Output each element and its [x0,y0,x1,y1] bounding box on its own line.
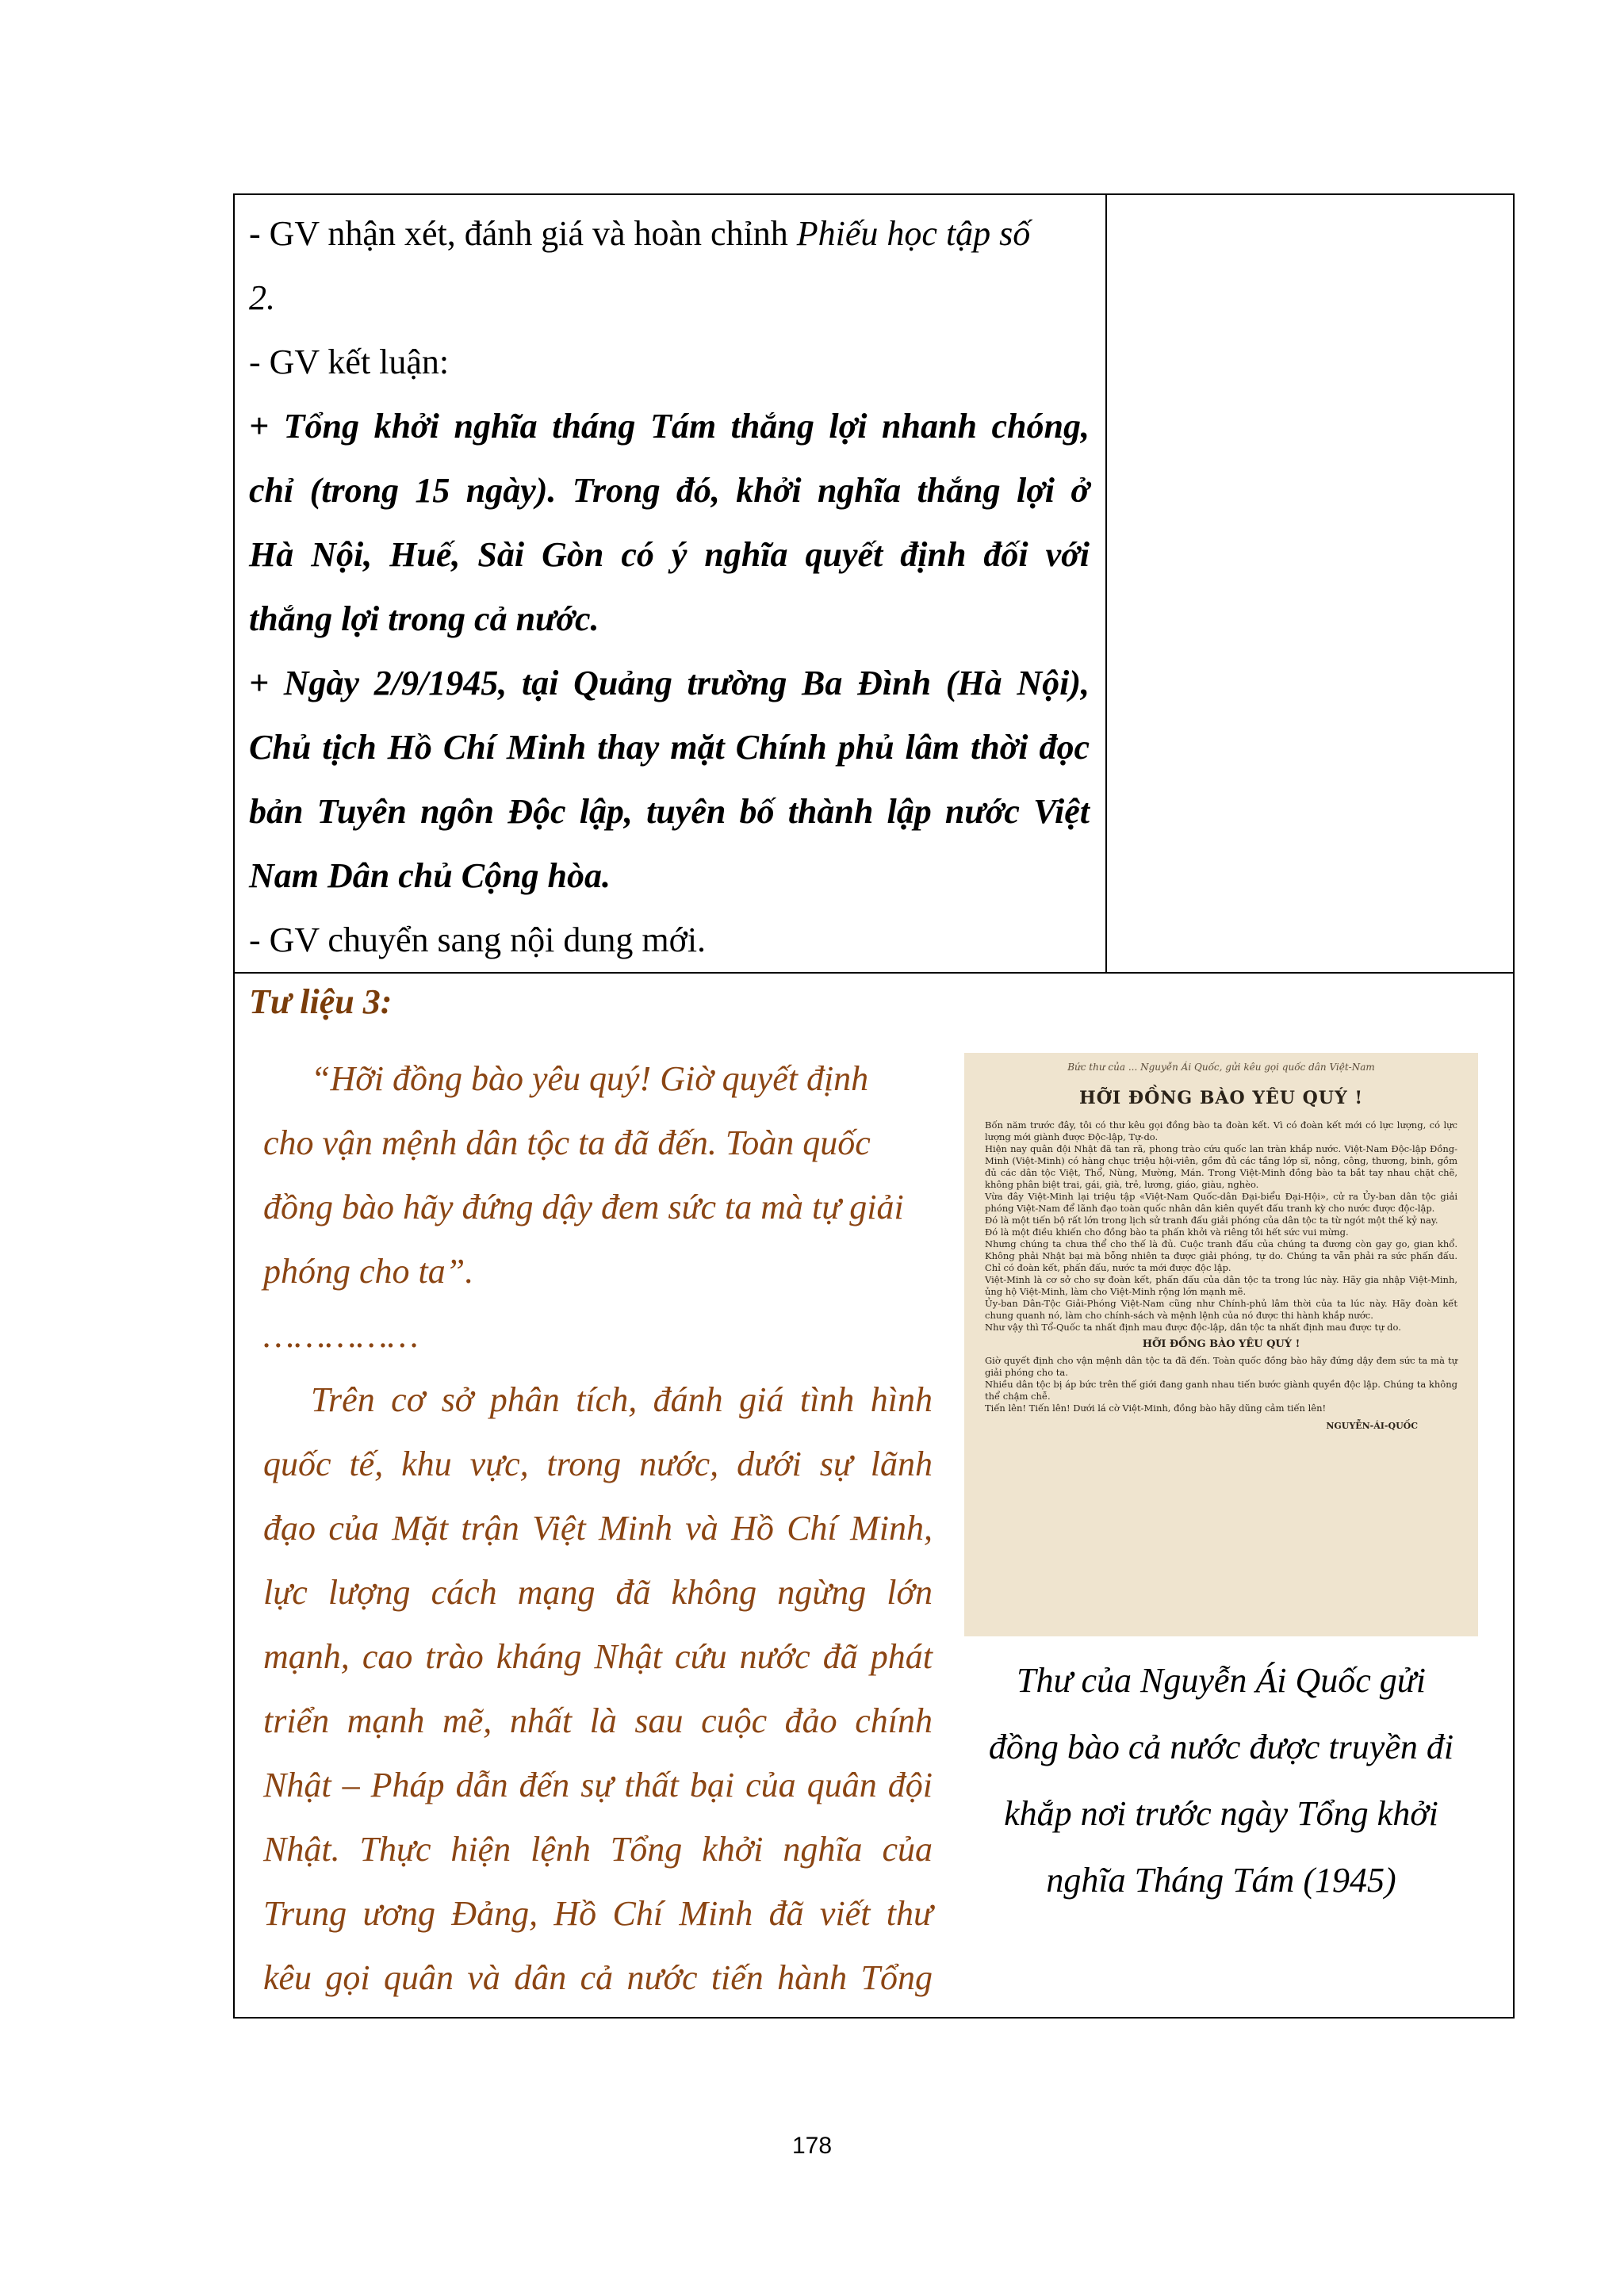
quote-line: Nhật. Thực hiện lệnh Tổng khởi nghĩa của [263,1830,933,1869]
letter-paragraph: Hiện nay quân đội Nhật đã tan rã, phong trào cứu quốc lan tràn khắp nước. Việt-Nam Độc-lập Đồng-Minh (Việt-Minh) có hàng chục triệu hội-viên, gồm đủ các tầng lớp sĩ, nông, công, thương, binh, gồm đủ các dân tộc Việt, Thổ, Nùng, Mường, Mán. Trong Việt-Minh đồng bào ta bắt tay nhau chặt chẽ, không phân biệt trai, gái, già, trẻ, lương, giáo, giàu, nghèo. [985,1143,1457,1190]
text-line-part: - GV nhận xét, đánh giá và hoàn chỉnh [249,214,797,253]
text-line: - GV chuyển sang nội dung mới. [249,920,707,959]
quote-line: triển mạnh mẽ, nhất là sau cuộc đảo chính [263,1701,933,1740]
text-line: bản Tuyên ngôn Độc lập, tuyên bố thành lập nước Việt [249,792,1090,831]
section-heading: Tư liệu 3: [249,982,393,1021]
caption-line: đồng bào cả nước được truyền đi [988,1728,1454,1766]
lesson-table [233,193,1515,2019]
text-line: Hà Nội, Huế, Sài Gòn có ý nghĩa quyết định đối với [249,535,1090,574]
quote-line: cho vận mệnh dân tộc ta đã đến. Toàn quốc [263,1123,871,1162]
caption-line: nghĩa Tháng Tám (1945) [1046,1861,1396,1900]
quote-line: đồng bào hãy đứng dậy đem sức ta mà tự giải [263,1188,904,1226]
letter-signature: NGUYỄN-ÁI-QUỐC [1326,1421,1418,1431]
text-line: Chủ tịch Hồ Chí Minh thay mặt Chính phủ lâm thời đọc [249,728,1090,767]
letter-paragraph: Như vậy thì Tổ-Quốc ta nhất định mau được độc-lập, dân tộc ta nhất định mau được tự do. [985,1322,1401,1333]
caption-line: khắp nơi trước ngày Tổng khởi [1004,1794,1438,1833]
quote-line: quốc tế, khu vực, trong nước, dưới sự lãnh [263,1445,933,1483]
letter-paragraph: Tiến lên! Tiến lên! Dưới lá cờ Việt-Minh, đồng bào hãy dũng cảm tiến lên! [985,1402,1327,1414]
caption-line: Thư của Nguyễn Ái Quốc gửi [1016,1661,1427,1700]
letter-header: Bức thư của ... Nguyễn Ái Quốc, gửi kêu gọi quốc dân Việt-Nam [1067,1062,1375,1073]
letter-paragraph: Bốn năm trước đây, tôi có thư kêu gọi đồng bào ta đoàn kết. Vì có đoàn kết mới có lực lượng, có lực lượng mới giành được Độc-lập, Tự-do. [985,1119,1457,1142]
letter-paragraph: Ủy-ban Dân-Tộc Giải-Phóng Việt-Nam cũng như Chính-phủ lâm thời của ta lúc này. Hãy đoàn kết chung quanh nó, làm cho chính-sách và mệnh lệnh của nó được thi hành khắp nước. [985,1298,1457,1321]
quote-line: Nhật – Pháp dẫn đến sự thất bại của quân đội [263,1766,933,1804]
quote-line: phóng cho ta”. [263,1252,474,1291]
letter-subtitle: HỠI ĐỒNG BÀO YÊU QUÝ ! [1142,1338,1300,1350]
letter-paragraph: Vừa đây Việt-Minh lại triệu tập «Việt-Nam Quốc-dân Đại-biểu Đại-Hội», cử ra Ủy-ban dân tộc giải phóng Việt-Nam để lãnh đạo toàn quốc nhân dân kiên quyết đấu tranh kỳ cho nước được độc-lập. [985,1191,1457,1214]
quote-line: “Hỡi đồng bào yêu quý! Giờ quyết định [311,1059,869,1098]
table-row-conclusion [235,195,1513,974]
text-line: chỉ (trong 15 ngày). Trong đó, khởi nghĩa thắng lợi ở [249,471,1090,510]
letter-paragraph: Giờ quyết định cho vận mệnh dân tộc ta đã đến. Toàn quốc đồng bào hãy đứng dậy đem sức ta mà tự giải phóng cho ta. [985,1355,1457,1378]
table-row-document [235,974,1513,2017]
letter-paragraph: Việt-Minh là cơ sở cho sự đoàn kết, phấn đấu của dân tộc ta trong lúc này. Hãy gia nhập Việt-Minh, ủng hộ Việt-Minh, làm cho Việt-Minh rộng lớn mạnh mẽ. [985,1274,1457,1297]
letter-paragraph: Nhiều dân tộc bị áp bức trên thế giới đang ganh nhau tiến bước giành quyền độc lập. Chúng ta không thể chậm chễ. [985,1379,1457,1402]
text-line: thắng lợi trong cả nước. [249,599,599,638]
activity-cell [235,195,1107,972]
quote-line: Trung ương Đảng, Hồ Chí Minh đã viết thư [263,1894,933,1933]
quote-line: lực lượng cách mạng đã không ngừng lớn [263,1573,933,1612]
quote-line: Trên cơ sở phân tích, đánh giá tình hình [311,1380,933,1419]
quote-block [263,1047,933,2010]
worksheet-title: Phiếu học tập số [796,214,1031,253]
letter-title: HỠI ĐỒNG BÀO YÊU QUÝ ! [1078,1088,1364,1108]
text-line [249,266,1090,330]
historical-letter-image [964,1053,1478,1636]
letter-paragraph: Đó là một điều khiến cho đồng bào ta phấn khởi và riêng tôi hết sức vui mừng. [985,1226,1349,1238]
image-caption [964,1647,1478,1914]
ellipsis-line: …………… [263,1316,419,1355]
quote-line: kêu gọi quân và dân cả nước tiến hành Tổng [263,1958,933,1997]
text-line: Nam Dân chủ Cộng hòa. [249,856,611,895]
quote-line: mạnh, cao trào kháng Nhật cứu nước đã phát [263,1637,933,1676]
text-line: + Tổng khởi nghĩa tháng Tám thắng lợi nhanh chóng, [249,407,1090,446]
letter-paragraph: Nhưng chúng ta chưa thể cho thế là đủ. Cuộc tranh đấu của chúng ta đương còn gay go, gian khổ. Không phải Nhật bại mà bỗng nhiên ta được giải phóng, tự do. Chúng ta vẫn phải ra sức phấn đấu. Chỉ có đoàn kết, phấn đấu, nước ta mới được độc lập. [985,1238,1457,1273]
worksheet-number: 2. [249,278,275,317]
quote-line: đạo của Mặt trận Việt Minh và Hồ Chí Minh, [263,1509,933,1548]
text-line [249,201,1090,266]
text-line: + Ngày 2/9/1945, tại Quảng trường Ba Đình (Hà Nội), [249,664,1090,702]
letter-paragraph: Đó là một tiến bộ rất lớn trong lịch sử tranh đấu giải phóng của dân tộc ta từ ngót một thế kỷ nay. [985,1215,1438,1226]
text-line: - GV kết luận: [249,342,450,381]
page-number: 178 [791,2133,833,2159]
empty-cell [1107,195,1513,972]
